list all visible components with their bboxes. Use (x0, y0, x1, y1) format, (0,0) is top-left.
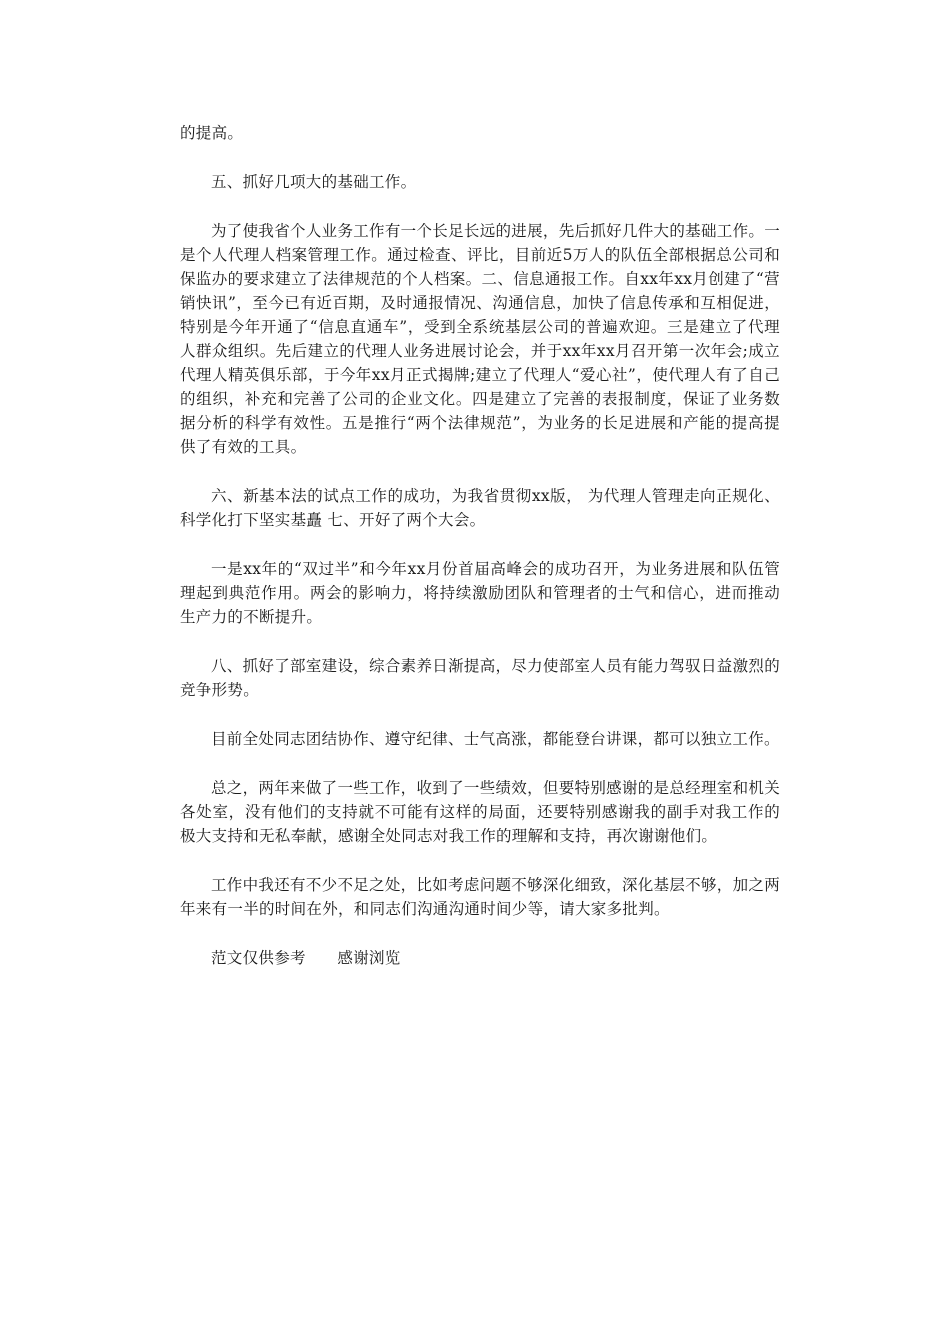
paragraph-shortcomings: 工作中我还有不少不足之处，比如考虑问题不够深化细致，深化基层不够，加之两年来有一半的时间在外，和同志们沟通沟通时间少等，请大家多批判。 (180, 876, 780, 918)
paragraph-foundation-work: 为了使我省个人业务工作有一个长足长远的进展，先后抓好几件大的基础工作。一是个人代理人档案管理工作。通过检查、评比，目前近5万人的队伍全部根据总公司和保监办的要求建立了法律规范的个人档案。二、信息通报工作。自xx年xx月创建了“营销快讯”，至今已有近百期，及时通报情况、沟通信息，加快了信息传承和互相促进，特别是今年开通了“信息直通车”，受到全系统基层公司的普遍欢迎。三是建立了代理人群众组织。先后建立的代理人业务进展讨论会，并于xx年xx月召开第一次年会;成立代理人精英俱乐部，于今年xx月正式揭牌;建立了代理人“爱心社”，使代理人有了自己的组织，补充和完善了公司的企业文化。四是建立了完善的表报制度，保证了业务数据分析的科学有效性。五是推行“两个法律规范”，为业务的长足进展和产能的提高提供了有效的工具。 (180, 222, 780, 456)
paragraph-two-conferences: 一是xx年的“双过半”和今年xx月份首届高峰会的成功召开，为业务进展和队伍管理起到典范作用。两会的影响力，将持续激励团队和管理者的士气和信心，进而推动生产力的不断提升。 (180, 560, 780, 626)
paragraph-footer-note: 范文仅供参考 感谢浏览 (211, 949, 401, 967)
paragraph-team-status: 目前全处同志团结协作、遵守纪律、士气高涨，都能登台讲课，都可以独立工作。 (211, 730, 780, 748)
paragraph-continuation: 的提高。 (180, 124, 244, 142)
paragraph-summary-thanks: 总之，两年来做了一些工作，收到了一些绩效，但要特别感谢的是总经理室和机关各处室，没有他们的支持就不可能有这样的局面，还要特别感谢我的副手对我工作的极大支持和无私奉献，感谢全处同志对我工作的理解和支持，再次谢谢他们。 (180, 779, 780, 845)
document-body (180, 121, 780, 995)
paragraph-heading-six-seven: 六、新基本法的试点工作的成功，为我省贯彻xx版， 为代理人管理走向正规化、科学化打下坚实基矗 七、开好了两个大会。 (180, 487, 780, 529)
paragraph-heading-five: 五、抓好几项大的基础工作。 (211, 173, 417, 191)
paragraph-heading-eight: 八、抓好了部室建设，综合素养日渐提高，尽力使部室人员有能力驾驭日益激烈的竞争形势。 (180, 657, 780, 699)
